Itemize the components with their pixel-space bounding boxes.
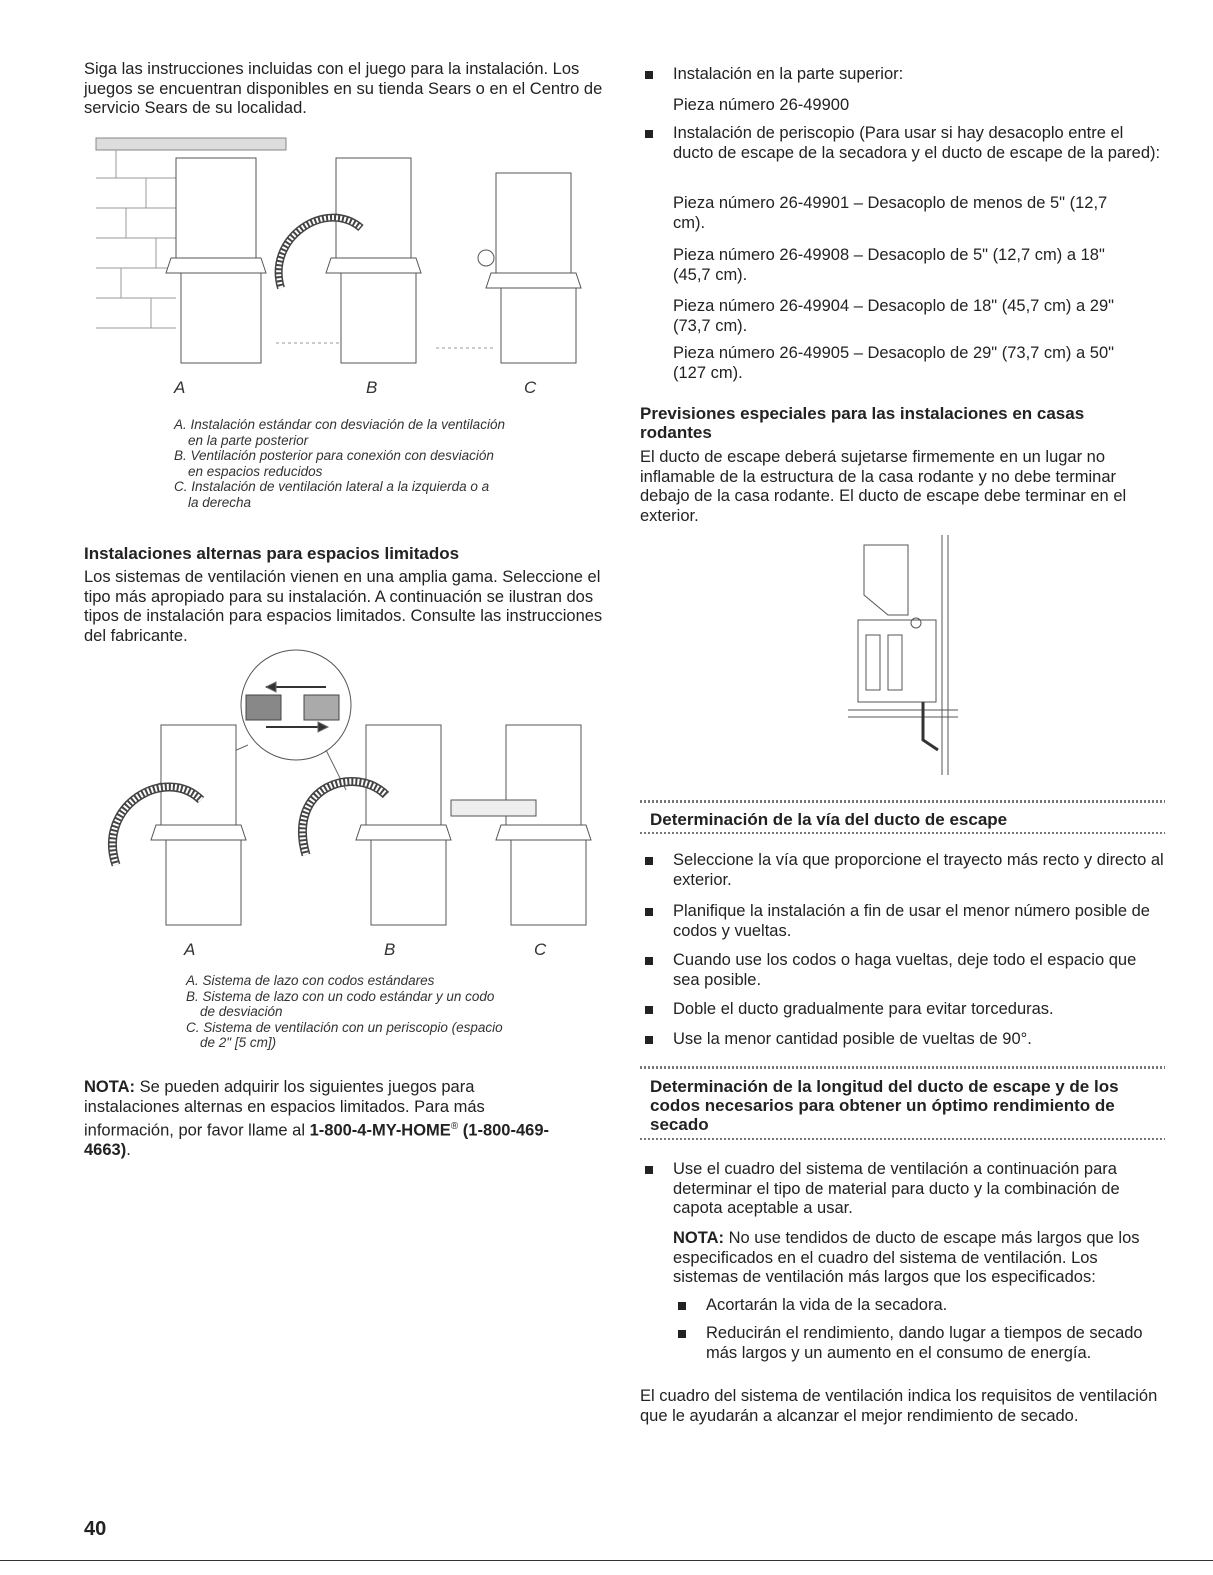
fig1-caption-a: A. Instalación estándar con desviación de la ventilación en la parte posterior bbox=[174, 417, 505, 448]
page-bottom-rule bbox=[0, 1560, 1213, 1561]
fig1-caption-c: C. Instalación de ventilación lateral a la izquierda o a la derecha bbox=[174, 479, 490, 510]
figure-stacked-installations bbox=[96, 128, 596, 368]
fig1-label-b: B bbox=[366, 378, 378, 397]
page-number: 40 bbox=[84, 1518, 107, 1540]
nota-label: NOTA: bbox=[84, 1078, 136, 1096]
divider-dotted bbox=[640, 832, 1165, 834]
fig2-caption-b: B. Sistema de lazo con un codo estándar y un codo de desviación bbox=[186, 988, 495, 1019]
divider-dotted bbox=[640, 1066, 1165, 1069]
fig2-label-a: A bbox=[184, 940, 196, 959]
alt-body: Los sistemas de ventilación vienen en una amplia gama. Seleccione el tipo más apropiado para su instalación. A continuación se ilustran dos tipos de instalación para espacios limitados. Consulte las instrucciones del fabricante. bbox=[84, 568, 603, 645]
route-bullet: Seleccione la vía que proporcione el trayecto más recto y directo al exterior. bbox=[640, 851, 1165, 890]
alt-heading: Instalaciones alternas para espacios limitados bbox=[84, 544, 460, 563]
mobile-home-body: El ducto de escape deberá sujetarse firmemente en un lugar no inflamable de la estructura de la casa rodante y no debe terminar debajo de la casa rodante. El ducto de escape debe terminar en el exterior. bbox=[640, 448, 1127, 525]
figure-mobile-home-vent bbox=[848, 535, 958, 780]
route-bullet: Planifique la instalación a fin de usar el menor número posible de codos y vueltas. bbox=[640, 902, 1165, 941]
nota-paragraph: NOTA: Se pueden adquirir los siguientes juegos para instalaciones alternas en espacios limitados. Para más información, por favor llame al 1-800-4-MY-HOME® (1-800-469-4663). bbox=[84, 1078, 549, 1159]
figure-limited-space bbox=[96, 665, 596, 935]
part-49901: Pieza número 26-49901 – Desacoplo de menos de 5" (12,7 cm). bbox=[673, 194, 1108, 232]
mobile-home-heading: Previsiones especiales para las instalaciones en casas rodantes bbox=[640, 404, 1085, 442]
part-49904: Pieza número 26-49904 – Desacoplo de 18" (45,7 cm) a 29" (73,7 cm). bbox=[673, 297, 1114, 335]
part-49905: Pieza número 26-49905 – Desacoplo de 29" (73,7 cm) a 50" (127 cm). bbox=[673, 344, 1114, 382]
fig2-label-b: B bbox=[384, 940, 396, 959]
phone-number: 1-800-4-MY-HOME bbox=[309, 1121, 451, 1140]
length-nota: NOTA: No use tendidos de ducto de escape más largos que los especificados en el cuadro del sistema de ventilación. Los sistemas de ventilación más largos que los especificados: bbox=[673, 1229, 1140, 1286]
sub-bullet: Reducirán el rendimiento, dando lugar a tiempos de secado más largos y un aumento en el consumo de energía. bbox=[673, 1324, 1163, 1363]
fig1-caption-b: B. Ventilación posterior para conexión con desviación en espacios reducidos bbox=[174, 448, 494, 479]
part-49908: Pieza número 26-49908 – Desacoplo de 5" (12,7 cm) a 18" (45,7 cm). bbox=[673, 246, 1105, 284]
fig2-caption-a: A. Sistema de lazo con codos estándares bbox=[186, 973, 435, 988]
fig1-label-a: A bbox=[174, 378, 186, 397]
fig1-label-c: C bbox=[524, 378, 537, 397]
length-heading: Determinación de la longitud del ducto de escape y de los codos necesarios para obtener un óptimo rendimiento de secado bbox=[650, 1077, 1119, 1134]
divider-dotted bbox=[640, 1138, 1165, 1140]
route-heading: Determinación de la vía del ducto de escape bbox=[650, 810, 1008, 829]
closing-paragraph: El cuadro del sistema de ventilación indica los requisitos de ventilación que le ayudarán a alcanzar el mejor rendimiento de secado. bbox=[640, 1387, 1158, 1425]
sub-bullet: Acortarán la vida de la secadora. bbox=[673, 1296, 1163, 1316]
bullet-periscope: Instalación de periscopio (Para usar si hay desacoplo entre el ducto de escape de la secadora y el ducto de escape de la pared): bbox=[640, 124, 1165, 163]
route-bullet: Cuando use los codos o haga vueltas, deje todo el espacio que sea posible. bbox=[640, 951, 1165, 990]
fig2-label-c: C bbox=[534, 940, 547, 959]
phone-number-numeric: (1-800-469-4663) bbox=[84, 1121, 549, 1159]
intro-paragraph: Siga las instrucciones incluidas con el juego para la instalación. Los juegos se encuentran disponibles en su tienda Sears o en el Centro de servicio Sears de su localidad. bbox=[84, 60, 603, 117]
fig1-captions bbox=[174, 417, 614, 510]
route-bullet: Doble el ducto gradualmente para evitar torceduras. bbox=[640, 1000, 1165, 1020]
length-nota-label: NOTA: bbox=[673, 1229, 725, 1247]
top-part-number: Pieza número 26-49900 bbox=[673, 96, 850, 114]
fig2-captions bbox=[186, 973, 616, 1051]
length-bullet: Use el cuadro del sistema de ventilación a continuación para determinar el tipo de material para ducto y la combinación de capota aceptable a usar. bbox=[640, 1160, 1165, 1219]
fig2-caption-c: C. Sistema de ventilación con un periscopio (espacio de 2" [5 cm]) bbox=[186, 1019, 503, 1050]
bullet-top-install: Instalación en la parte superior: bbox=[640, 65, 1165, 85]
divider-dotted bbox=[640, 800, 1165, 803]
route-bullet: Use la menor cantidad posible de vueltas de 90°. bbox=[640, 1030, 1165, 1050]
